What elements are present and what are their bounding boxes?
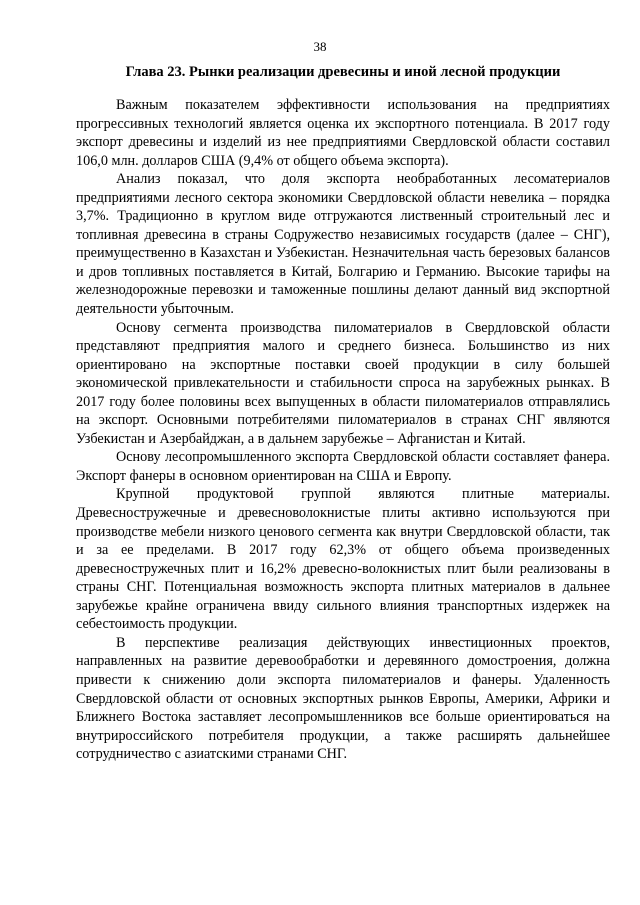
chapter-title: Глава 23. Рынки реализации древесины и иной лесной продукции (125, 64, 561, 80)
paragraph-6: В перспективе реализация действующих инвестиционных проектов, направленных на развитие деревообработки и деревянного домостроения, должна привести к снижению доли экспорта пиломатериалов и фанеры. Удаленность Свердловской области от основных экспортных рынков Европы, Америки, Африки и Ближнего Востока заставляет лесопромышленников все больше ориентироваться на внутрироссийского потребителя продукции, а также расширять дальнейшее сотрудничество с азиатскими странами СНГ. (76, 634, 610, 763)
page-number: 38 (313, 39, 327, 54)
paragraph-4: Основу лесопромышленного экспорта Свердловской области составляет фанера. Экспорт фанеры в основном ориентирован на США и Европу. (76, 449, 610, 484)
paragraph-1: Важным показателем эффективности использования на предприятиях прогрессивных технологий является оценка их экспортного потенциала. В 2017 году экспорт древесины и изделий из нее предприятиями Свердловской области составил 106,0 млн. долларов США (9,4% от общего объема экспорта). (76, 97, 610, 169)
paragraph-2: Анализ показал, что доля экспорта необработанных лесоматериалов предприятиями лесного сектора экономики Свердловской области невелика – порядка 3,7%. Традиционно в круглом виде отгружаются лиственный строительный лес и топливная древесина в страны Содружество независимых государств (далее – СНГ), преимущественно в Казахстан и Узбекистан. Незначительная часть березовых балансов и дров топливных поставляется в Китай, Болгарию и Германию. Высокие тарифы на железнодорожные перевозки и таможенные пошлины делают данный вид экспортной деятельности убыточным. (76, 171, 610, 318)
body-text (76, 96, 610, 764)
paragraph-5: Крупной продуктовой группой являются плитные материалы. Древесностружечные и древесноволокнистые плиты активно используются при производстве мебели низкого ценового сегмента как внутри Свердловской области, так и за ее пределами. В 2017 году 62,3% от общего объема произведенных древесностружечных плит и 16,2% древесно-волокнистых плит были реализованы в страны СНГ. Потенциальная возможность экспорта плитных материалов в дальнее зарубежье крайне ограничена ввиду сильного влияния транспортных издержек на себестоимость продукции. (76, 486, 610, 633)
paragraph-3: Основу сегмента производства пиломатериалов в Свердловской области представляют предприятия малого и среднего бизнеса. Большинство из них ориентировано на экспортные поставки своей продукции в силу большей экономической привлекательности и стабильности спроса на зарубежных рынках. В 2017 году более половины всех выпущенных в области пиломатериалов отправлялись на экспорт. Основными потребителями пиломатериалов в странах СНГ являются Узбекистан и Азербайджан, а в дальнем зарубежье – Афганистан и Китай. (76, 319, 610, 447)
